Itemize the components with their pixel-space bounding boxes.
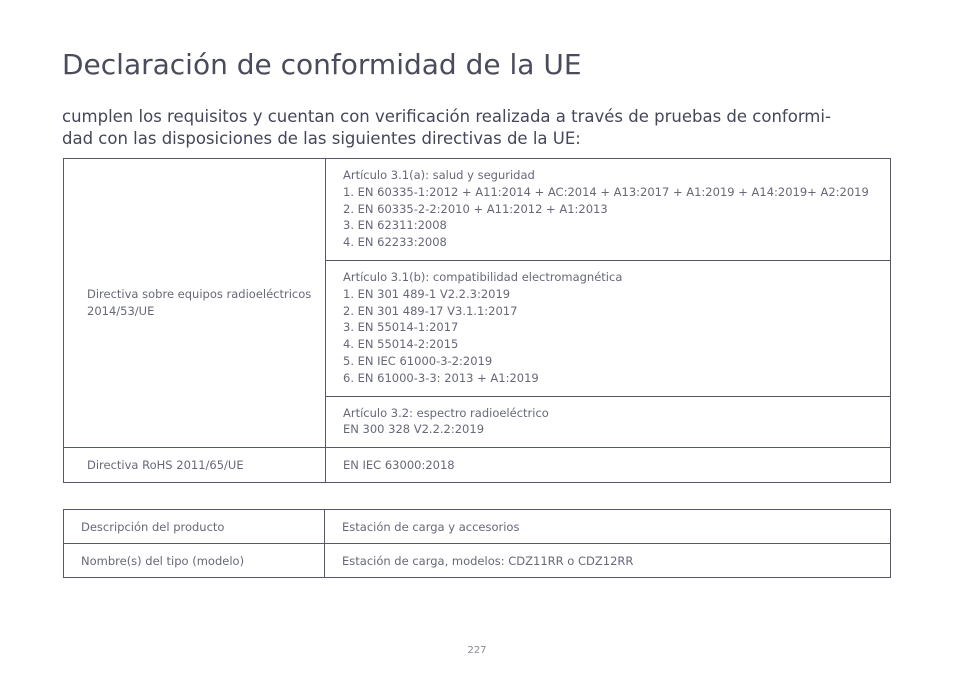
standard-item: 6. EN 61000-3-3: 2013 + A1:2019	[343, 370, 539, 385]
standard-item: 2. EN 301 489-17 V3.1.1:2017	[343, 303, 518, 318]
article-heading: Artículo 3.1(a): salud y seguridad	[343, 168, 535, 182]
product-description-label: Descripción del producto	[64, 510, 325, 544]
intro-line-2: dad con las disposiciones de las siguientes directivas de la UE:	[62, 129, 581, 148]
table-row	[64, 544, 891, 578]
article-heading: Artículo 3.2: espectro radioeléctrico	[343, 405, 549, 420]
article-3-1b-cell	[326, 260, 891, 396]
standard-item: 4. EN 62233:2008	[343, 235, 447, 250]
table-row	[64, 159, 891, 261]
model-name-value: Estación de carga, modelos: CDZ11RR o CDZ12RR	[325, 544, 891, 578]
standard-item: EN 300 328 V2.2.2:2019	[343, 422, 485, 437]
intro-line-1: cumplen los requisitos y cuentan con verificación realizada a través de pruebas de conformi-	[62, 107, 831, 126]
standard-item: 2. EN 60335-2-2:2010 + A11:2012 + A1:2013	[343, 201, 608, 216]
article-heading: Artículo 3.1(b): compatibilidad electromagnética	[343, 269, 623, 284]
standard-item: 3. EN 62311:2008	[343, 218, 447, 233]
article-3-2-cell	[326, 396, 891, 448]
intro-paragraph	[62, 106, 882, 150]
standard-item: 3. EN 55014-1:2017	[343, 320, 459, 335]
standard-item: 1. EN 60335-1:2012 + A11:2014 + AC:2014 + A13:2017 + A1:2019 + A14:2019+ A2:2019	[343, 184, 869, 199]
standard-item: 4. EN 55014-2:2015	[343, 337, 459, 352]
standard-item: 1. EN 301 489-1 V2.2.3:2019	[343, 286, 511, 301]
directives-table	[63, 158, 891, 483]
table-row	[64, 448, 891, 483]
article-3-1a-cell	[326, 159, 891, 261]
page-title: Declaración de conformidad de la UE	[62, 48, 582, 81]
rohs-directive-value: EN IEC 63000:2018	[326, 448, 891, 483]
model-name-label: Nombre(s) del tipo (modelo)	[64, 544, 325, 578]
product-description-value: Estación de carga y accesorios	[325, 510, 891, 544]
product-table	[63, 509, 891, 578]
table-row	[64, 510, 891, 544]
page-number: 227	[467, 645, 487, 656]
rohs-directive-label: Directiva RoHS 2011/65/UE	[64, 448, 326, 483]
radio-directive-label: Directiva sobre equipos radioeléctricos 2014/53/UE	[64, 159, 326, 448]
standard-item: 5. EN IEC 61000-3-2:2019	[343, 353, 493, 368]
